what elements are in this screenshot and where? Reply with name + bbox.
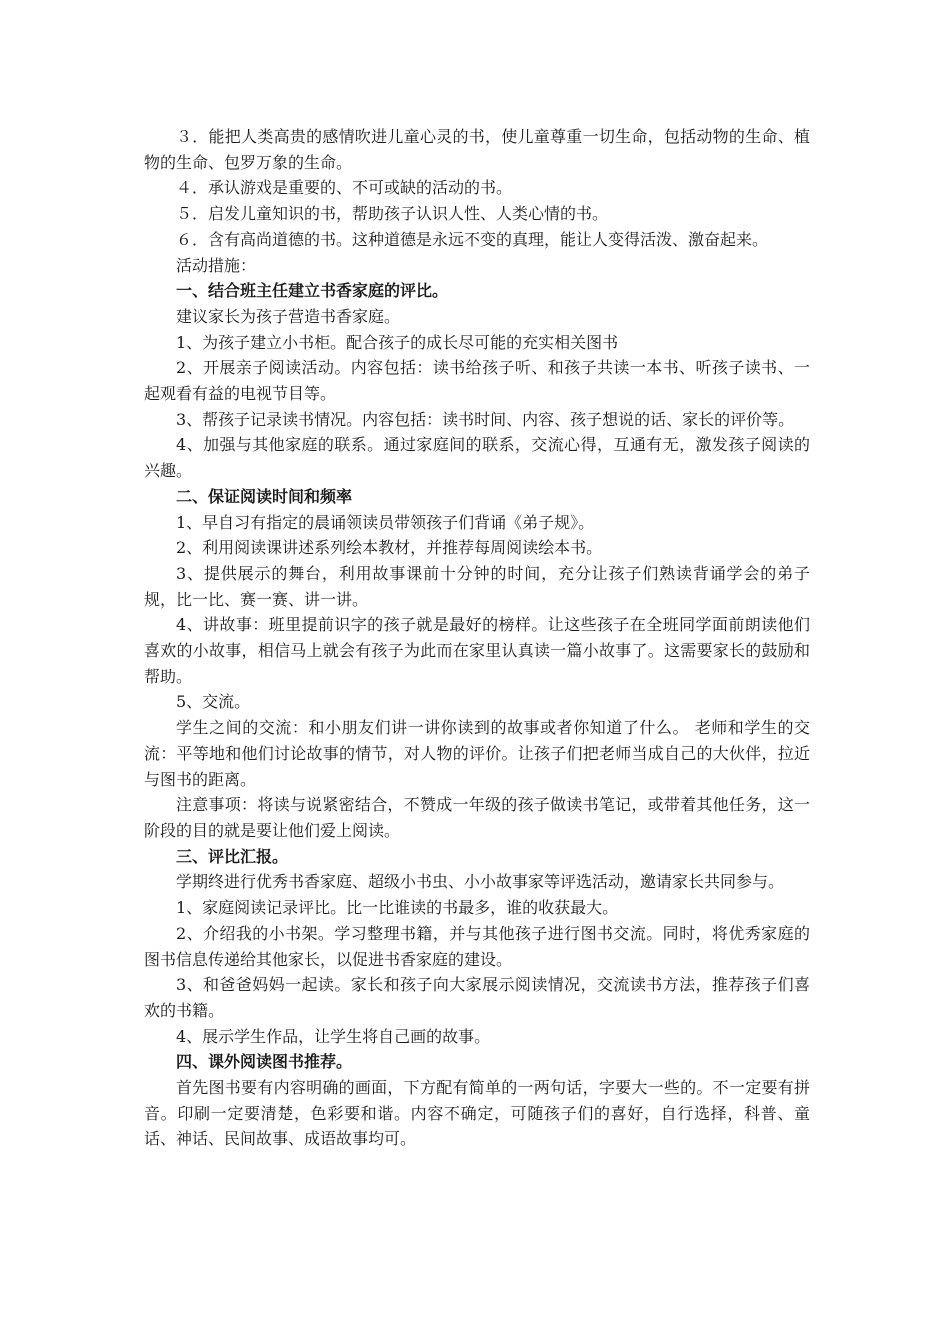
section-heading-2: 二、保证阅读时间和频率 [176, 486, 353, 506]
list-item: 4、讲故事：班里提前识字的孩子就是最好的榜样。让这些孩子在全班同学面前朗读他们喜欢的小故事，相信马上就会有孩子为此而在家里认真读一篇小故事了。这需要家长的鼓励和帮助。 [144, 615, 810, 686]
list-item: 4、加强与其他家庭的联系。通过家庭间的联系，交流心得，互通有无，激发孩子阅读的兴趣。 [144, 435, 810, 481]
document-body [144, 124, 810, 1152]
list-item: 4、展示学生作品，让学生将自己画的故事。 [176, 1026, 491, 1046]
activity-measures-label: 活动措施： [176, 255, 257, 275]
list-item: 1、为孩子建立小书柜。配合孩子的成长尽可能的充实相关图书 [176, 332, 619, 352]
list-item: 3、和爸爸妈妈一起读。家长和孩子向大家展示阅读情况，交流读书方法，推荐孩子们喜欢的书籍。 [144, 975, 810, 1020]
paragraph: 首先图书要有内容明确的画面，下方配有简单的一两句话，字要大一些的。不一定要有拼音。印刷一定要清楚，色彩要和谐。内容不确定，可随孩子们的喜好，自行选择，科普、童话、神话、民间故事、成语故事均可。 [144, 1078, 810, 1149]
section-heading-1: 一、结合班主任建立书香家庭的评比。 [176, 281, 449, 301]
paragraph: 建议家长为孩子营造书香家庭。 [176, 306, 401, 326]
section-heading-3: 三、评比汇报。 [176, 846, 289, 866]
list-item: 5、交流。 [176, 692, 251, 712]
list-item: 2、利用阅读课讲述系列绘本教材，并推荐每周阅读绘本书。 [176, 538, 603, 558]
paragraph-item-6: ６．含有高尚道德的书。这种道德是永远不变的真理，能让人变得活泼、激奋起来。 [176, 229, 769, 249]
list-item: 3、帮孩子记录读书情况。内容包括：读书时间、内容、孩子想说的话、家长的评价等。 [176, 409, 795, 429]
paragraph: 注意事项：将读与说紧密结合，不赞成一年级的孩子做读书笔记，或带着其他任务，这一阶段的目的就是要让他们爱上阅读。 [144, 795, 810, 840]
section-heading-4: 四、课外阅读图书推荐。 [176, 1052, 353, 1072]
paragraph: 学期终进行优秀书香家庭、超级小书虫、小小故事家等评选活动，邀请家长共同参与。 [176, 872, 785, 892]
list-item: 2、开展亲子阅读活动。内容包括：读书给孩子听、和孩子共读一本书、听孩子读书、一起观看有益的电视节目等。 [144, 358, 810, 404]
paragraph: 学生之间的交流：和小朋友们讲一讲你读到的故事或者你知道了什么。 老师和学生的交流：平等地和他们讨论故事的情节，对人物的评价。让孩子们把老师当成自己的大伙伴，拉近与图书的距离。 [144, 718, 810, 789]
list-item: 3、提供展示的舞台，利用故事课前十分钟的时间，充分让孩子们熟读背诵学会的弟子规，比一比、赛一赛、讲一讲。 [144, 563, 810, 609]
paragraph-item-5: ５．启发儿童知识的书，帮助孩子认识人性、人类心情的书。 [176, 204, 609, 224]
paragraph-item-3: ３．能把人类高贵的感情吹进儿童心灵的书，使儿童尊重一切生命，包括动物的生命、植物的生命、包罗万象的生命。 [144, 127, 810, 172]
paragraph-item-4: ４．承认游戏是重要的、不可或缺的活动的书。 [176, 178, 513, 198]
list-item: 1、早自习有指定的晨诵领读员带领孩子们背诵《弟子规》。 [176, 512, 595, 532]
list-item: 2、介绍我的小书架。学习整理书籍，并与其他孩子进行图书交流。同时，将优秀家庭的图书信息传递给其他家长，以促进书香家庭的建设。 [144, 923, 810, 969]
list-item: 1、家庭阅读记录评比。比一比谁读的书最多，谁的收获最大。 [176, 898, 619, 918]
